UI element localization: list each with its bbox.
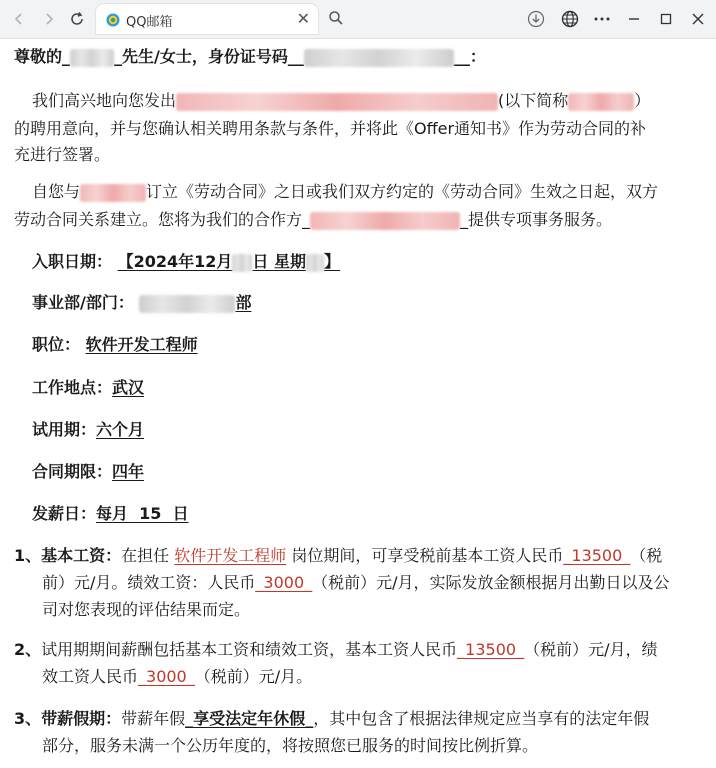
paragraph-line — [32, 86, 650, 116]
browser-toolbar — [0, 0, 716, 39]
forward-icon[interactable] — [38, 8, 60, 30]
greeting-line: 尊敬的_ _先生/女士，身份证号码__ __： — [14, 47, 486, 66]
redacted-day — [232, 254, 252, 272]
paragraph-line: 的聘用意向，并与您确认相关聘用条款与条件，并将此《Offer通知书》作为劳动合同的补 — [14, 119, 647, 138]
field-label: 试用期： — [32, 420, 97, 439]
paragraph-line: 劳动合同关系建立。您将为我们的合作方_ _提供专项事务服务。 — [14, 210, 613, 229]
qq-mail-favicon-icon — [106, 12, 120, 26]
list-number: 2、 — [14, 640, 42, 659]
field-label: 发薪日： — [32, 504, 97, 523]
list-item-line: 2、试用期期间薪酬包括基本工资和绩效工资，基本工资人民币_13500_（税前）元/月，绩 — [14, 640, 658, 659]
field-label: 事业部/部门： — [32, 293, 134, 312]
field-contract-term — [32, 457, 144, 487]
minimize-icon[interactable] — [624, 9, 644, 29]
paragraph-text: 订立《劳动合同》之日或我们双方约定的《劳动合同》生效之日起，双方 — [146, 182, 659, 201]
field-label: 职位： — [32, 335, 81, 354]
base-salary-value: 13500 — [571, 546, 623, 565]
redacted-weekday — [306, 254, 324, 272]
tab-title: QQ邮箱 — [126, 15, 173, 30]
paragraph-text: 劳动合同关系建立。您将为我们的合作方 — [14, 210, 303, 229]
list-item-line: 1、基本工资：在担任 软件开发工程师 岗位期间，可享受税前基本工资人民币_13500_（税 — [14, 546, 663, 565]
probation-performance-pay-value: 3000 — [146, 667, 187, 686]
redacted-partner — [310, 212, 460, 230]
field-probation — [32, 415, 144, 445]
redacted-id-number — [304, 49, 454, 67]
paragraph-text: (以下简称 — [498, 91, 569, 110]
field-department — [32, 288, 251, 318]
field-position — [32, 330, 198, 360]
more-icon[interactable] — [592, 9, 612, 29]
field-location — [32, 373, 144, 403]
greeting-text: 先生/女士，身份证号码 — [122, 47, 288, 66]
list-item-line: 前）元/月。绩效工资：人民币_3000_（税前）元/月，实际发放金额根据月出勤日以及公 — [42, 573, 670, 592]
refresh-icon[interactable] — [66, 8, 88, 30]
globe-icon[interactable] — [560, 9, 580, 29]
field-value: 每月 15 日 — [96, 504, 189, 523]
list-number: 1、 — [14, 546, 42, 565]
greeting-text: ： — [469, 47, 486, 66]
performance-pay-value: 3000 — [263, 573, 305, 592]
field-label: 合同期限： — [32, 462, 113, 481]
item-heading: 基本工资： — [41, 546, 122, 565]
role-value: 软件开发工程师 — [174, 546, 287, 565]
close-icon[interactable]: ✕ — [296, 9, 310, 28]
field-value: 【2024年12月 日 星期 】 — [117, 252, 340, 271]
offer-letter-body — [0, 38, 716, 768]
list-item-line: 效工资人民币_3000_（税前）元/月。 — [42, 667, 313, 686]
paragraph-text: ） — [634, 91, 651, 110]
redacted-company — [176, 93, 498, 111]
list-item-line: 司对您表现的评估结果而定。 — [42, 600, 251, 619]
field-payday — [32, 499, 189, 529]
field-value: 软件开发工程师 — [85, 335, 198, 354]
paragraph-text: 提供专项事务服务。 — [468, 210, 613, 229]
redacted-department — [139, 295, 235, 313]
paragraph-line: 充进行签署。 — [14, 145, 111, 164]
field-start-date — [32, 247, 340, 277]
field-value: 四年 — [112, 462, 145, 481]
back-icon[interactable] — [8, 8, 30, 30]
leave-value: 享受法定年休假 — [193, 709, 306, 728]
list-item-line: 部分，服务未满一个公历年度的，将按照您已服务的时间按比例折算。 — [42, 736, 539, 755]
field-label: 入职日期： — [32, 252, 113, 271]
search-icon[interactable] — [328, 10, 346, 28]
window-close-icon[interactable] — [688, 9, 708, 29]
redacted-company — [80, 184, 146, 202]
probation-base-salary-value: 13500 — [465, 640, 517, 659]
redacted-abbreviation — [568, 93, 634, 111]
maximize-icon[interactable] — [656, 9, 676, 29]
greeting-text: 尊敬的 — [14, 47, 63, 66]
item-heading: 带薪假期： — [41, 709, 122, 728]
field-value: 武汉 — [112, 378, 145, 397]
field-value: 六个月 — [96, 420, 145, 439]
paragraph-line — [32, 177, 658, 207]
field-label: 工作地点： — [32, 378, 113, 397]
paragraph-text: 自您与 — [32, 182, 81, 201]
redacted-name — [70, 49, 114, 67]
download-icon[interactable] — [526, 9, 546, 29]
field-value: 部 — [235, 293, 252, 312]
paragraph-text: 我们高兴地向您发出 — [32, 91, 177, 110]
list-item-line: 3、带薪假期：带薪年假_享受法定年休假_，其中包含了根据法律规定应当享有的法定年假 — [14, 709, 650, 728]
browser-tab[interactable] — [96, 4, 318, 34]
list-number: 3、 — [14, 709, 42, 728]
